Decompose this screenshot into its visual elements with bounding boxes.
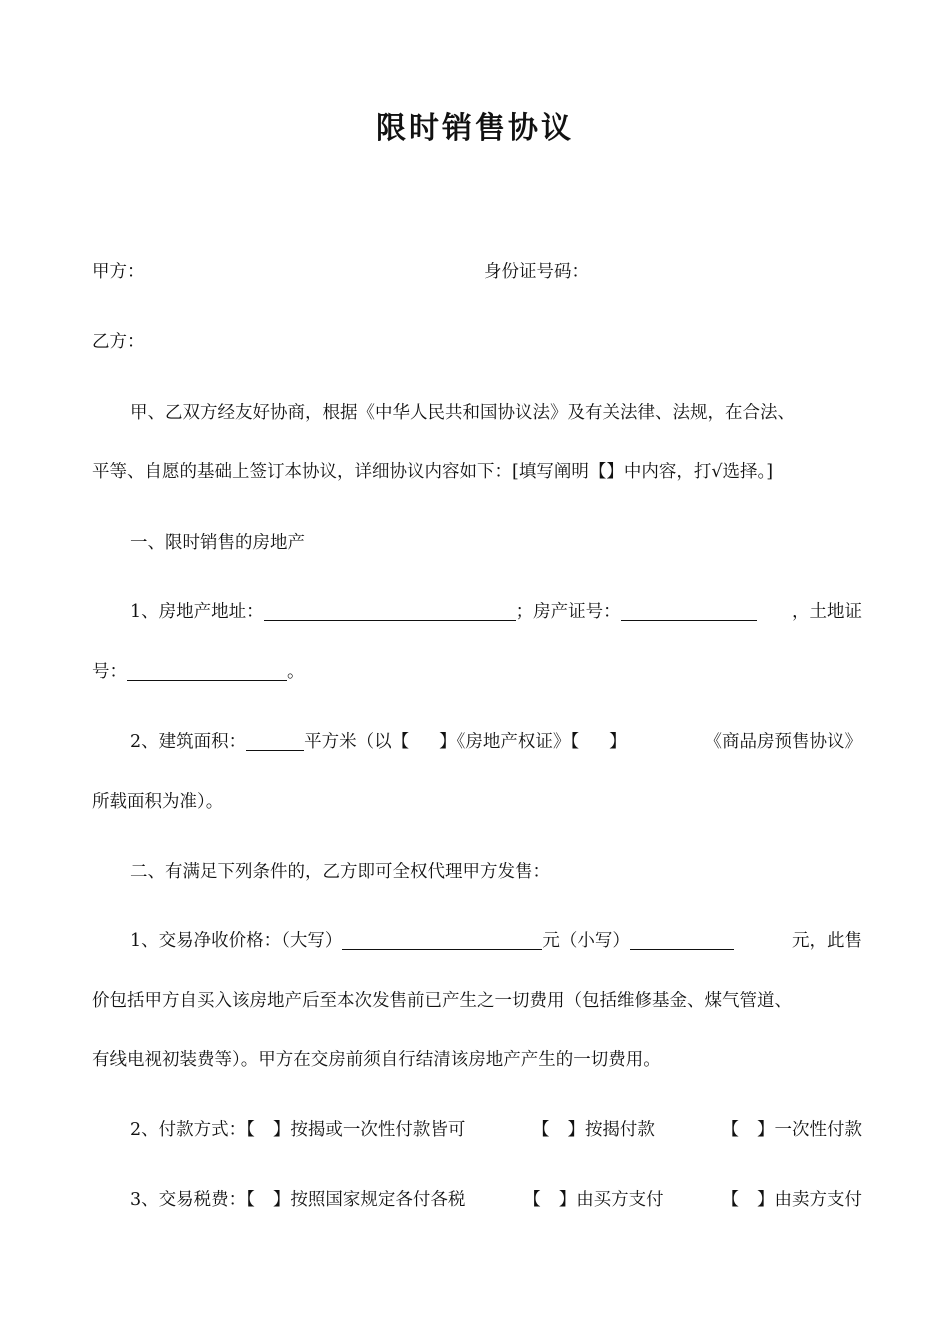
payment-option-mortgage: 按揭付款	[584, 1120, 655, 1140]
checkbox-close[interactable]: 】	[272, 1190, 291, 1210]
document-title: 限时销售协议	[376, 111, 574, 146]
option-property-cert: 《房地产权证》	[456, 732, 571, 752]
land-number-blank[interactable]	[127, 660, 287, 681]
cert-number-blank[interactable]	[621, 600, 757, 621]
checkbox-open[interactable]: 【	[531, 1120, 550, 1140]
area-blank[interactable]	[246, 730, 304, 751]
payment-row	[130, 1117, 862, 1143]
party-a-label: 甲方：	[92, 262, 145, 282]
price-label: 1、交易净收价格：（大写）	[130, 931, 343, 951]
option-presale-agreement: 《商品房预售协议》	[704, 732, 862, 752]
address-label: 1、房地产地址：	[130, 602, 264, 622]
checkbox-open[interactable]: 【	[570, 732, 580, 752]
payment-option-lump-sum: 一次性付款	[774, 1120, 862, 1140]
tax-option-each: 按照国家规定各付各税	[290, 1190, 466, 1210]
price-line-2: 价包括甲方自买入该房地产后至本次发售前已产生之一切费用（包括维修基金、煤气管道、	[92, 991, 792, 1011]
tax-row	[130, 1187, 862, 1213]
intro-line-2: 平等、自愿的基础上签订本协议，详细协议内容如下：[填写阐明【】中内容，打√选择。]	[92, 462, 774, 482]
checkbox-close[interactable]: 】	[272, 1120, 291, 1140]
price-number-blank[interactable]	[630, 929, 734, 950]
item-1-row	[130, 599, 862, 625]
tax-option-seller: 由卖方支付	[774, 1190, 862, 1210]
payment-option-either: 按揭或一次性付款皆可	[290, 1120, 466, 1140]
checkbox-close[interactable]: 】	[756, 1190, 775, 1210]
item-1-row-cont	[92, 659, 862, 685]
tax-label: 3、交易税费：	[130, 1190, 247, 1210]
party-b-label: 乙方：	[92, 332, 145, 352]
checkbox-close[interactable]: 】	[756, 1120, 775, 1140]
item-2-row	[130, 729, 862, 755]
intro-line-1: 甲、乙双方经友好协商，根据《中华人民共和国协议法》及有关法律、法规，在合法、	[130, 403, 795, 423]
checkbox-open[interactable]: 【	[721, 1120, 739, 1140]
price-row	[130, 928, 862, 954]
price-line-3: 有线电视初装费等）。甲方在交房前须自行结清该房地产产生的一切费用。	[92, 1050, 661, 1070]
checkbox-close[interactable]: 】	[567, 1120, 585, 1140]
id-number-label: 身份证号码：	[484, 262, 589, 282]
checkbox-open[interactable]: 【	[246, 1120, 255, 1140]
checkbox-close[interactable]: 】	[558, 1190, 577, 1210]
item-1-end: 。	[287, 662, 305, 682]
yuan-small-label: 元（小写）	[542, 931, 630, 951]
checkbox-close[interactable]: 】	[609, 732, 627, 752]
land-label: ，土地证	[792, 602, 862, 622]
area-unit: 平方米（以	[304, 732, 392, 752]
land-label-cont: 号：	[92, 662, 127, 682]
price-uppercase-blank[interactable]	[342, 929, 542, 950]
area-label: 2、建筑面积：	[130, 732, 247, 752]
checkbox-open[interactable]: 【	[246, 1190, 255, 1210]
section-2-heading: 二、有满足下列条件的，乙方即可全权代理甲方发售：	[130, 862, 550, 882]
price-tail: 元，此售	[792, 931, 862, 951]
tax-option-buyer: 由买方支付	[576, 1190, 664, 1210]
party-a-row	[92, 259, 862, 285]
section-1-heading: 一、限时销售的房地产	[130, 533, 305, 553]
address-blank[interactable]	[264, 600, 516, 621]
checkbox-open[interactable]: 【	[523, 1190, 541, 1210]
checkbox-open[interactable]: 【	[721, 1190, 739, 1210]
item-2-line-2: 所载面积为准）。	[92, 792, 224, 812]
checkbox-close[interactable]: 】	[439, 732, 457, 752]
party-b-row	[92, 329, 862, 355]
cert-label: ；房产证号：	[515, 602, 621, 622]
checkbox-open[interactable]: 【	[391, 732, 410, 752]
payment-label: 2、付款方式：	[130, 1120, 247, 1140]
